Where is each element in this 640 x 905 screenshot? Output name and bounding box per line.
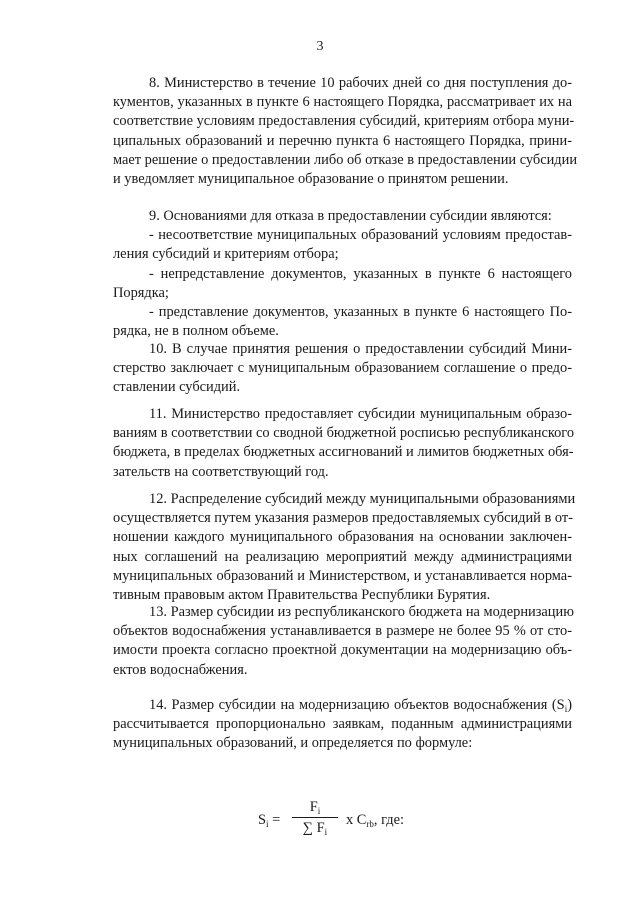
formula-denominator — [292, 819, 338, 837]
formula-numerator — [292, 798, 338, 816]
text-line: ношении каждого муниципального образования на основании заключен- — [113, 529, 572, 546]
subscript: i — [266, 819, 269, 829]
text-line: и уведомляет муниципальное образование о принятом решении. — [113, 171, 509, 188]
formula-symbol: S — [258, 812, 267, 828]
paragraph-9 — [113, 207, 572, 341]
text-line: ления субсидий и критериям отбора; — [113, 246, 339, 263]
subscript: i — [317, 806, 321, 816]
text-line: муниципальных образований, и определяется по формуле: — [113, 735, 473, 752]
text-line: бюджета, в пределах бюджетных ассигнований и лимитов бюджетных обя- — [113, 444, 574, 461]
text-line: соответствие условиям предоставления субсидий, критериям отбора муни- — [113, 113, 575, 130]
text-fragment: ) — [567, 697, 572, 713]
formula-equals: = — [268, 812, 281, 828]
text-line: мает решение о предоставлении либо об отказе в предоставлении субсидии — [113, 151, 578, 168]
text-line: Порядка; — [113, 284, 169, 301]
text-line: ектов водоснабжения. — [113, 661, 248, 678]
paragraph-10 — [113, 340, 572, 398]
paragraph-13 — [113, 603, 572, 680]
text-line: 10. В случае принятия решения о предоставлении субсидий Мини- — [149, 341, 572, 357]
text-line: стерство заключает с муниципальным образованием соглашение о предо- — [113, 360, 572, 377]
text-fragment: 14. Размер субсидии на модернизацию объектов водоснабжения (S — [149, 697, 565, 713]
text-line: ваниям в соответствии со сводной бюджетной росписью республиканского — [113, 425, 575, 442]
text-line: - представление документов, указанных в пункте 6 настоящего По- — [149, 304, 572, 321]
paragraph-11 — [113, 405, 575, 482]
paragraph-14 — [113, 696, 572, 754]
formula-symbol: х C — [346, 812, 367, 828]
text-line: ных соглашений на реализацию мероприятий между администрациями — [113, 548, 572, 565]
formula-symbol: F — [309, 799, 318, 815]
text-line: рядка, не в полном объеме. — [113, 323, 279, 340]
text-line: рассчитывается пропорционально заявкам, поданным администрациями — [113, 716, 572, 733]
text-line: зательств на соответствующий год. — [113, 463, 329, 480]
text-line: 13. Размер субсидии из республиканского бюджета на модернизацию — [149, 604, 574, 620]
text-line: - непредставление документов, указанных в пункте 6 настоящего — [149, 265, 572, 282]
formula-lhs — [258, 811, 280, 830]
text-line: имости проекта согласно проектной документации на модернизацию объ- — [113, 642, 572, 659]
text-line: тивным правовым актом Правительства Республики Бурятия. — [113, 587, 491, 604]
text-line: 8. Министерство в течение 10 рабочих дней со дня поступления до- — [149, 75, 572, 91]
formula-fraction — [292, 798, 338, 837]
subscript: rb — [366, 819, 374, 829]
text-line: кументов, указанных в пункте 6 настоящего Порядка, рассматривает их на — [113, 94, 572, 111]
text-line: ставлении субсидий. — [113, 379, 241, 396]
formula-tail: , где: — [373, 812, 404, 828]
text-line: объектов водоснабжения устанавливается в размере не более 95 % от сто- — [113, 623, 572, 640]
page-number: 3 — [316, 39, 324, 54]
formula-rhs — [346, 811, 404, 830]
text-line: - несоответствие муниципальных образований условиям предостав- — [149, 227, 572, 244]
text-line: ципальных образований и перечню пункта 6 настоящего Порядка, прини- — [113, 132, 572, 149]
text-line: осуществляется путем указания размеров предоставляемых субсидий в от- — [113, 510, 573, 527]
paragraph-8 — [113, 74, 578, 189]
fraction-bar — [292, 817, 338, 818]
text-line: муниципальных образований и Министерством, и устанавливается норма- — [113, 567, 572, 584]
subscript: i — [324, 827, 328, 837]
text-line: 11. Министерство предоставляет субсидии муниципальным образо- — [149, 406, 572, 422]
text-line — [113, 696, 572, 715]
text-line: 12. Распределение субсидий между муниципальными образованиями — [149, 491, 576, 507]
paragraph-12 — [113, 490, 576, 605]
formula-symbol: ∑ F — [302, 820, 325, 836]
text-line: 9. Основаниями для отказа в предоставлении субсидии являются: — [149, 208, 552, 224]
subscript: i — [564, 704, 568, 714]
